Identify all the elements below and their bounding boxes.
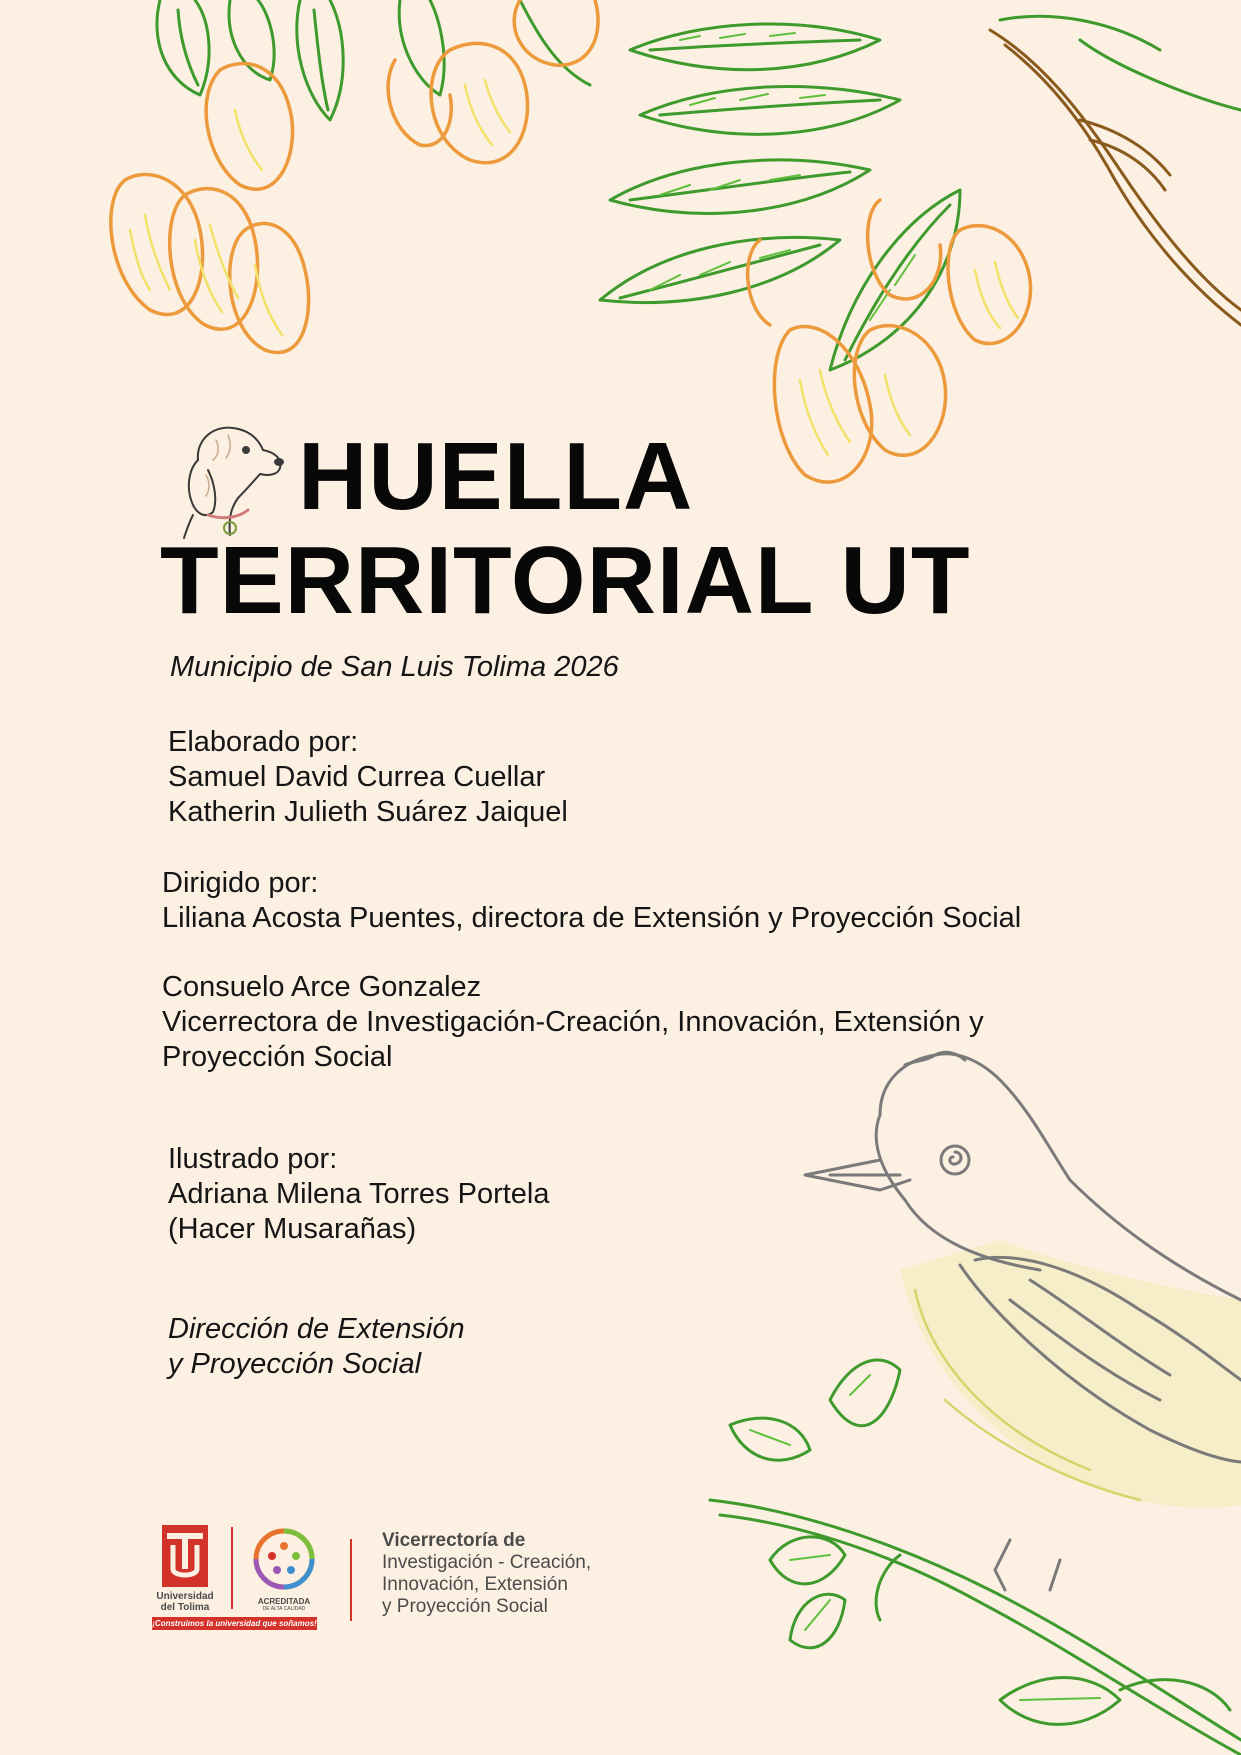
subtitle	[170, 650, 619, 685]
elaborado-section	[168, 725, 568, 830]
ut-logo-mark	[162, 1525, 208, 1587]
ut-slogan: ¡Construimos la universidad que soñamos!	[152, 1619, 317, 1628]
acreditada-logo-mark	[251, 1526, 317, 1592]
vicerrectora-role-line-1: Vicerrectora de Investigación-Creación, Innovación, Extensión y	[162, 1006, 984, 1038]
direccion-line-2: y Proyección Social	[168, 1348, 422, 1380]
logos-footer	[152, 1525, 632, 1635]
vicerrectoria-logo-text: Vicerrectoría de Investigación - Creación, Innovación, Extensión y Proyección Social	[382, 1530, 592, 1617]
acreditada-label: ACREDITADA DE ALTA CALIDAD	[257, 1597, 311, 1612]
vicerrectora-role-line-2: Proyección Social	[162, 1041, 393, 1073]
divider	[350, 1539, 352, 1621]
dirigido-section	[162, 866, 1021, 936]
director-line: Liliana Acosta Puentes, directora de Extensión y Proyección Social	[162, 902, 1022, 934]
title-line-1: HUELLA	[298, 423, 694, 530]
title-line-2: TERRITORIAL UT	[160, 527, 971, 634]
ut-logo	[152, 1525, 317, 1635]
top-right-branch-illustration	[600, 16, 1241, 482]
ut-name: Universidad del Tolima	[156, 1591, 214, 1613]
bird-illustration	[805, 1052, 1241, 1590]
direccion-section	[168, 1312, 465, 1382]
author-name: Samuel David Currea Cuellar	[168, 761, 546, 793]
divider	[231, 1527, 233, 1609]
illustrator-name: Adriana Milena Torres Portela	[168, 1178, 550, 1210]
vicerrectora-section	[162, 970, 984, 1075]
page-title	[160, 425, 970, 633]
ilustrado-section	[168, 1142, 550, 1247]
top-left-fruit-cluster-illustration	[111, 0, 598, 353]
ilustrado-label: Ilustrado por:	[168, 1143, 338, 1175]
dirigido-label: Dirigido por:	[162, 867, 319, 899]
author-name: Katherin Julieth Suárez Jaiquel	[168, 796, 568, 828]
direccion-line-1: Dirección de Extensión	[168, 1313, 465, 1345]
vicerrectora-name: Consuelo Arce Gonzalez	[162, 971, 482, 1003]
elaborado-label: Elaborado por:	[168, 726, 359, 758]
illustrator-alias: (Hacer Musarañas)	[168, 1213, 417, 1245]
subtitle-text: Municipio de San Luis Tolima 2026	[170, 651, 619, 683]
